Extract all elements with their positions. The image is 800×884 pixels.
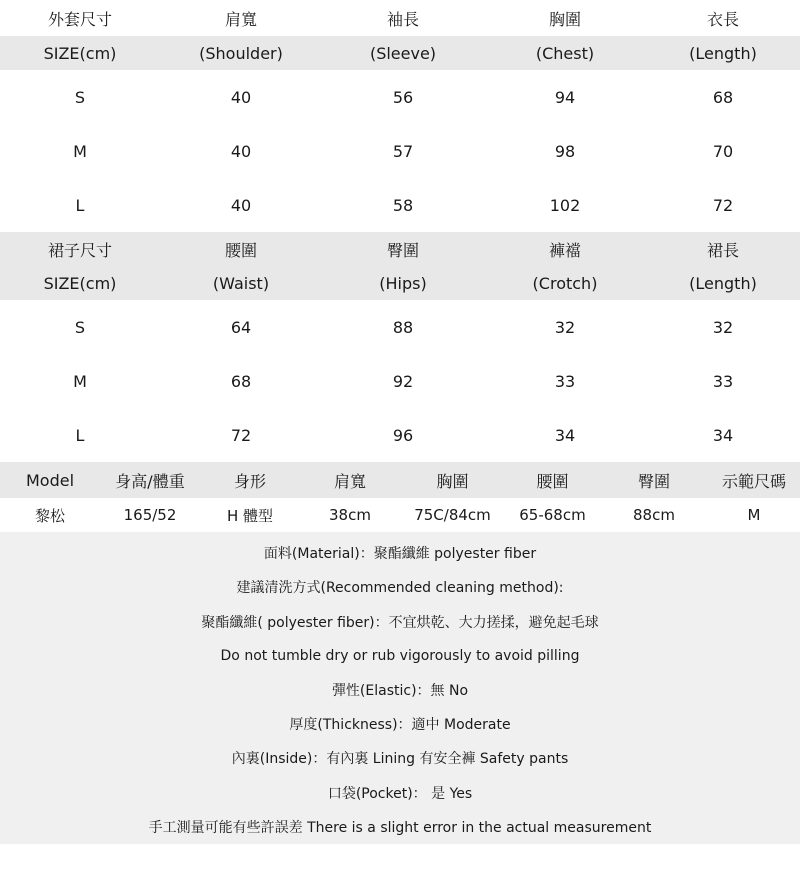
jacket-header-chest-en: (Chest) <box>535 43 595 63</box>
jacket-header-chest-zh: 胸圍 <box>548 9 581 29</box>
jacket-header-size-en: SIZE(cm) <box>43 43 117 63</box>
jacket-header-size-zh: 外套尺寸 <box>47 9 112 29</box>
length-cell: 34 <box>712 425 734 445</box>
jacket-header-zh-row <box>0 0 800 36</box>
model-header-body-type: 身形 <box>233 471 266 491</box>
model-info-table <box>0 462 800 532</box>
model-header-waist: 腰圍 <box>536 471 569 491</box>
chest-cell: 94 <box>554 87 576 107</box>
elastic-note: 彈性(Elastic)：無 No <box>331 682 469 699</box>
skirt-header-hips-zh: 臀圍 <box>386 240 419 260</box>
crotch-cell: 32 <box>554 317 576 337</box>
sleeve-cell: 57 <box>392 141 414 161</box>
skirt-header-length-zh: 裙長 <box>706 240 739 260</box>
length-cell: 33 <box>712 371 734 391</box>
model-body-type: H 體型 <box>226 506 274 525</box>
model-header-size: 示範尺碼 <box>721 471 786 491</box>
sleeve-cell: 56 <box>392 87 414 107</box>
skirt-size-table <box>0 232 800 462</box>
skirt-header-size-zh: 裙子尺寸 <box>47 240 112 260</box>
table-row <box>0 300 800 354</box>
skirt-header-length-en: (Length) <box>689 273 757 293</box>
table-row <box>0 70 800 124</box>
model-hips: 88cm <box>633 506 675 524</box>
model-chest: 75C/84cm <box>414 506 491 524</box>
length-cell: 72 <box>712 195 734 215</box>
waist-cell: 64 <box>230 317 252 337</box>
measurement-disclaimer: 手工測量可能有些許誤差 There is a slight error in the actual measurement <box>148 819 652 836</box>
inside-note: 內裏(Inside)：有內裏 Lining 有安全褲 Safety pants <box>231 751 569 768</box>
model-shoulder: 38cm <box>329 506 371 524</box>
skirt-header-size-en: SIZE(cm) <box>43 273 117 293</box>
model-values-row <box>0 498 800 532</box>
cleaning-instruction-en: Do not tumble dry or rub vigorously to avoid pilling <box>220 647 580 664</box>
pocket-note: 口袋(Pocket)： 是 Yes <box>327 785 473 802</box>
skirt-header-waist-en: (Waist) <box>212 273 270 293</box>
jacket-header-en-row <box>0 36 800 70</box>
shoulder-cell: 40 <box>230 87 252 107</box>
model-height-weight: 165/52 <box>123 506 177 524</box>
model-size: M <box>747 506 761 524</box>
size-cell: S <box>74 87 86 107</box>
model-header-name: Model <box>25 470 75 490</box>
chest-cell: 102 <box>549 195 581 215</box>
thickness-note: 厚度(Thickness)：適中 Moderate <box>289 717 511 734</box>
model-name: 黎松 <box>34 506 65 525</box>
shoulder-cell: 40 <box>230 195 252 215</box>
model-header-shoulder: 肩寬 <box>333 471 366 491</box>
shoulder-cell: 40 <box>230 141 252 161</box>
jacket-header-sleeve-zh: 袖長 <box>386 9 419 29</box>
hips-cell: 88 <box>392 317 414 337</box>
model-header-height-weight: 身高/體重 <box>115 471 185 491</box>
crotch-cell: 34 <box>554 425 576 445</box>
size-cell: L <box>75 425 85 445</box>
model-header-hips: 臀圍 <box>637 471 670 491</box>
jacket-header-length-en: (Length) <box>689 43 757 63</box>
size-cell: M <box>73 141 87 161</box>
table-row <box>0 178 800 232</box>
skirt-header-crotch-en: (Crotch) <box>532 273 598 293</box>
table-row <box>0 124 800 178</box>
model-waist: 65-68cm <box>519 506 586 524</box>
skirt-header-zh-row <box>0 232 800 266</box>
jacket-header-shoulder-zh: 肩寬 <box>224 9 257 29</box>
skirt-header-waist-zh: 腰圍 <box>224 240 257 260</box>
chest-cell: 98 <box>554 141 576 161</box>
crotch-cell: 33 <box>554 371 576 391</box>
skirt-header-en-row <box>0 266 800 300</box>
waist-cell: 68 <box>230 371 252 391</box>
waist-cell: 72 <box>230 425 252 445</box>
length-cell: 70 <box>712 141 734 161</box>
model-header-row <box>0 462 800 498</box>
length-cell: 68 <box>712 87 734 107</box>
skirt-header-hips-en: (Hips) <box>379 273 427 293</box>
jacket-header-length-zh: 衣長 <box>706 9 739 29</box>
cleaning-instruction-zh: 聚酯纖維( polyester fiber)：不宜烘乾、大力搓揉，避免起毛球 <box>201 614 599 631</box>
table-row <box>0 354 800 408</box>
size-cell: L <box>75 195 85 215</box>
jacket-header-sleeve-en: (Sleeve) <box>369 43 437 63</box>
model-header-chest: 胸圍 <box>436 471 469 491</box>
table-row <box>0 408 800 462</box>
hips-cell: 96 <box>392 425 414 445</box>
jacket-header-shoulder-en: (Shoulder) <box>199 43 283 63</box>
skirt-header-crotch-zh: 褲襠 <box>548 240 581 260</box>
sleeve-cell: 58 <box>392 195 414 215</box>
product-notes <box>0 532 800 844</box>
size-cell: M <box>73 371 87 391</box>
hips-cell: 92 <box>392 371 414 391</box>
jacket-size-table <box>0 0 800 232</box>
material-note: 面料(Material)：聚酯纖維 polyester fiber <box>263 546 537 563</box>
length-cell: 32 <box>712 317 734 337</box>
size-cell: S <box>74 317 86 337</box>
cleaning-method-title: 建議清洗方式(Recommended cleaning method): <box>236 580 564 597</box>
